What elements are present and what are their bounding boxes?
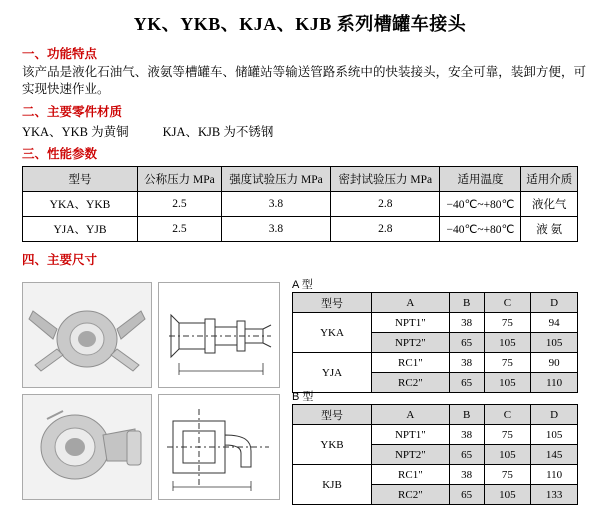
dim-cell: 105 <box>484 485 531 505</box>
col-header-c: C <box>484 293 531 313</box>
table-header-row <box>23 167 578 192</box>
model-cell: YJA <box>293 353 372 393</box>
dim-cell: 75 <box>484 465 531 485</box>
col-header-d: D <box>531 293 578 313</box>
col-header-temperature: 适用温度 <box>440 167 521 192</box>
dim-cell: 38 <box>449 425 484 445</box>
table-header-row <box>293 293 578 313</box>
table-header-row <box>293 405 578 425</box>
dim-cell: 75 <box>484 353 531 373</box>
dim-cell: 145 <box>531 445 578 465</box>
col-header-b: B <box>449 405 484 425</box>
coupling-line-drawing-a <box>158 282 280 388</box>
dim-cell: 105 <box>484 445 531 465</box>
dim-cell: 105 <box>484 333 531 353</box>
material-right-text: KJA、KJB 为不锈钢 <box>162 125 274 139</box>
model-cell: YKB <box>293 425 372 465</box>
document-page <box>0 10 600 526</box>
dim-cell: NPT1" <box>372 425 450 445</box>
dim-cell: 105 <box>531 333 578 353</box>
dim-cell: NPT2" <box>372 333 450 353</box>
dim-cell: RC1" <box>372 465 450 485</box>
material-left-text: YKA、YKB 为黄铜 <box>22 125 129 139</box>
perf-cell: YJA、YJB <box>23 217 138 242</box>
type-label-a: A 型 <box>292 279 313 291</box>
dim-cell: 75 <box>484 425 531 445</box>
col-header-model: 型号 <box>293 293 372 313</box>
dim-cell: 38 <box>449 465 484 485</box>
coupling-photo-a <box>22 282 152 388</box>
perf-cell: 2.5 <box>138 192 222 217</box>
dimensions-area <box>0 274 600 506</box>
perf-cell: YKA、YKB <box>23 192 138 217</box>
dim-cell: 94 <box>531 313 578 333</box>
col-header-medium: 适用介质 <box>521 167 578 192</box>
col-header-b: B <box>449 293 484 313</box>
section-heading-material: 二、主要零件材质 <box>22 105 123 119</box>
table-row <box>293 353 578 373</box>
dim-cell: RC2" <box>372 485 450 505</box>
col-header-nominal-pressure: 公称压力 MPa <box>138 167 222 192</box>
table-row <box>293 313 578 333</box>
table-row <box>293 425 578 445</box>
col-header-c: C <box>484 405 531 425</box>
col-header-d: D <box>531 405 578 425</box>
performance-table <box>22 166 578 242</box>
features-paragraph: 该产品是液化石油气、液氨等槽罐车、储罐站等输送管路系统中的快装接头，安全可靠，装卸方便，可实现快速作业。 <box>22 65 586 96</box>
col-header-a: A <box>372 405 450 425</box>
perf-cell: −40℃~+80℃ <box>440 192 521 217</box>
perf-cell: 2.5 <box>138 217 222 242</box>
dimension-table-b <box>292 404 578 505</box>
dim-cell: 38 <box>449 313 484 333</box>
table-row <box>23 192 578 217</box>
model-cell: KJB <box>293 465 372 505</box>
dim-cell: NPT1" <box>372 313 450 333</box>
dim-cell: 110 <box>531 373 578 393</box>
dim-cell: RC1" <box>372 353 450 373</box>
dim-cell: RC2" <box>372 373 450 393</box>
perf-cell: 2.8 <box>331 192 440 217</box>
col-header-a: A <box>372 293 450 313</box>
col-header-model: 型号 <box>293 405 372 425</box>
perf-cell: 3.8 <box>221 217 330 242</box>
dim-cell: 65 <box>449 485 484 505</box>
type-label-b: B 型 <box>292 391 314 403</box>
dim-cell: 133 <box>531 485 578 505</box>
table-row <box>23 217 578 242</box>
perf-cell: 液 氨 <box>521 217 578 242</box>
dim-cell: 75 <box>484 313 531 333</box>
section-heading-performance: 三、性能参数 <box>22 147 98 161</box>
perf-cell: −40℃~+80℃ <box>440 217 521 242</box>
dim-cell: 110 <box>531 465 578 485</box>
coupling-photo-b <box>22 394 152 500</box>
dim-cell: 90 <box>531 353 578 373</box>
model-cell: YKA <box>293 313 372 353</box>
material-line <box>22 122 600 140</box>
col-header-model: 型号 <box>23 167 138 192</box>
dimension-table-a <box>292 292 578 393</box>
dim-cell: 65 <box>449 333 484 353</box>
col-header-strength-pressure: 强度试验压力 MPa <box>221 167 330 192</box>
section-heading-features: 一、功能特点 <box>22 47 98 61</box>
perf-cell: 2.8 <box>331 217 440 242</box>
dim-cell: 105 <box>531 425 578 445</box>
col-header-seal-pressure: 密封试验压力 MPa <box>331 167 440 192</box>
perf-cell: 液化气 <box>521 192 578 217</box>
dim-cell: 38 <box>449 353 484 373</box>
table-row <box>293 465 578 485</box>
dim-cell: 65 <box>449 445 484 465</box>
section-heading-dimensions: 四、主要尺寸 <box>22 253 98 267</box>
page-title: YK、YKB、KJA、KJB 系列槽罐车接头 <box>133 14 467 34</box>
dim-cell: 65 <box>449 373 484 393</box>
perf-cell: 3.8 <box>221 192 330 217</box>
coupling-line-drawing-b <box>158 394 280 500</box>
dim-cell: 105 <box>484 373 531 393</box>
dim-cell: NPT2" <box>372 445 450 465</box>
